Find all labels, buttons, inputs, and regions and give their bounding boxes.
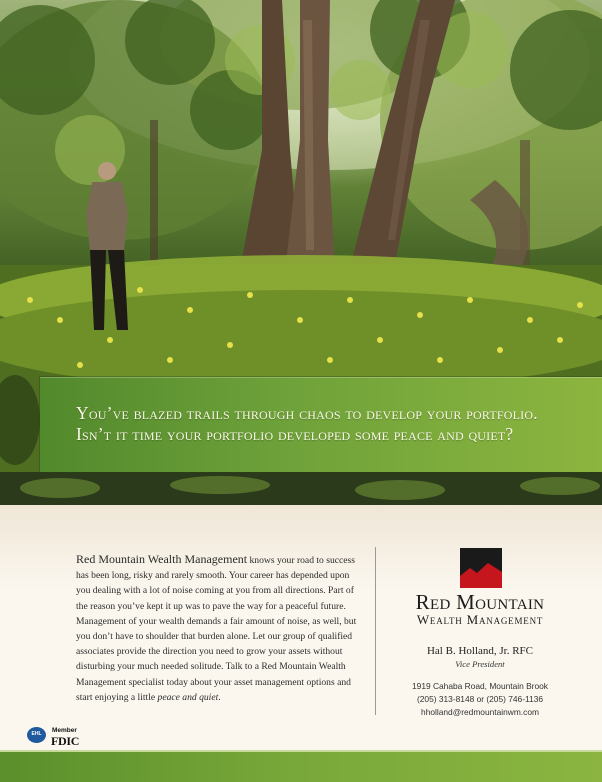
brand-name-line-1: Red Mountain xyxy=(415,590,545,614)
headline-line-2: Isn’t it time your portfolio developed some peace and quiet? xyxy=(76,424,514,444)
body-copy xyxy=(76,552,358,705)
contact-title: Vice President xyxy=(455,659,505,669)
brand-name-line-2: Wealth Management xyxy=(416,612,544,627)
red-mountain-logo-icon xyxy=(460,548,502,588)
ehl-text: EHL xyxy=(31,731,42,737)
bottom-green-bar xyxy=(0,750,602,782)
headline xyxy=(76,403,582,445)
body-italic: peace and quiet xyxy=(157,691,219,703)
contact-address: 1919 Cahaba Road, Mountain Brook xyxy=(412,681,548,691)
contact-email[interactable]: hholland@redmountainwm.com xyxy=(421,707,539,717)
fdic-logo: FDIC xyxy=(51,734,80,748)
body-period: . xyxy=(218,691,221,703)
headline-band xyxy=(40,377,602,472)
info-panel xyxy=(0,505,602,750)
contact-name: Hal B. Holland, Jr. RFC xyxy=(426,645,534,657)
body-text: knows your road to success has been long, risky and rarely smooth. Your career has depended upon you dealing with a lot of noise coming at you from all directions. Part of the reason you’ve kept it up was to pave the way for a peaceful future. Management of your wealth demands a fair amount of noise, as well, but you don’t have to shoulder that burden alone. Let our group of qualified associates provide the direction you need to grow your assets without disturbing your much needed solitude. Talk to a Red Mountain Wealth Management specialist today about your asset management options and start enjoying a little xyxy=(76,555,357,703)
fdic-member-label: Member xyxy=(52,727,77,734)
vertical-divider xyxy=(375,547,376,715)
contact-phones: (205) 313-8148 or (205) 746-1136 xyxy=(416,694,544,704)
body-lead: Red Mountain Wealth Management xyxy=(76,552,248,566)
equal-housing-lender-icon xyxy=(27,727,46,743)
headline-line-1: You’ve blazed trails through chaos to develop your portfolio. xyxy=(76,403,538,423)
